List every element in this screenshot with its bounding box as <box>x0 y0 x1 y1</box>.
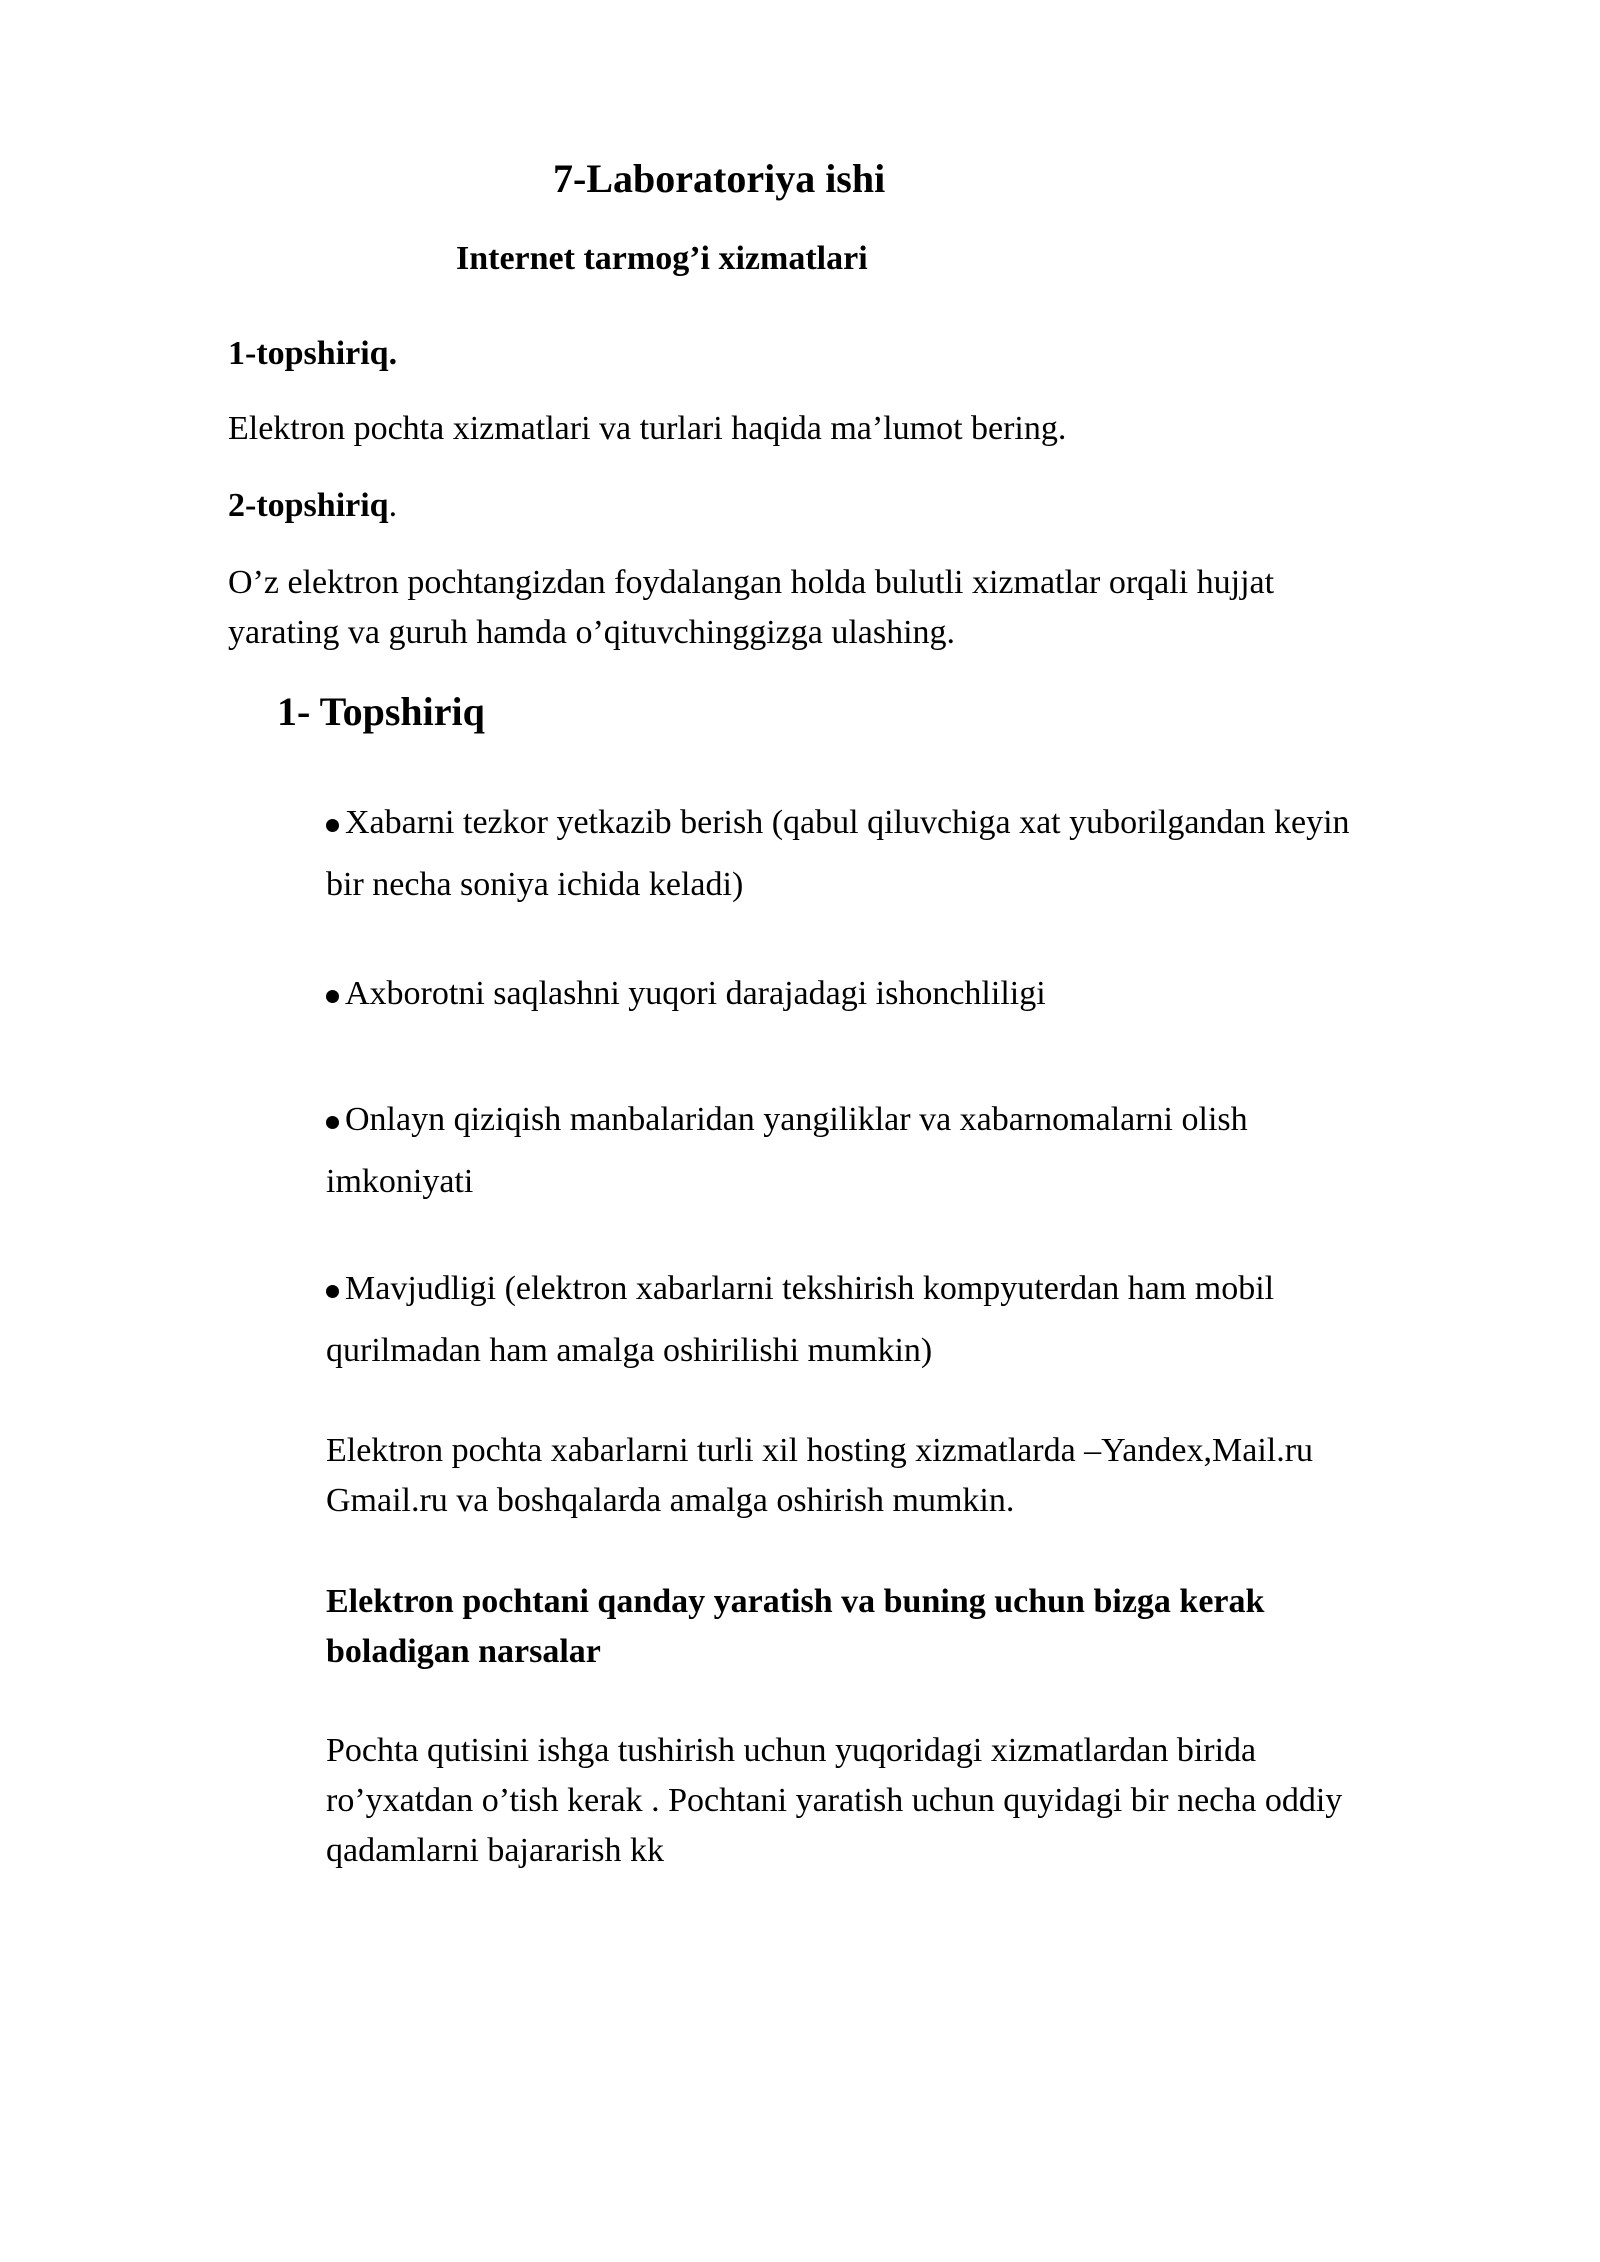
task2-text <box>228 558 1274 658</box>
task2-label-text: 2-topshiriq <box>228 487 389 524</box>
paragraph-line: Gmail.ru va boshqalarda amalga oshirish mumkin. <box>326 1482 1015 1519</box>
heading-line: Elektron pochtani qanday yaratish va buning uchun bizga kerak <box>326 1583 1265 1620</box>
document-title: 7-Laboratoriya ishi <box>553 156 886 201</box>
bold-heading <box>326 1577 1264 1677</box>
bullet-line <box>326 1258 1274 1320</box>
paragraph-line: Elektron pochta xabarlarni turli xil hosting xizmatlarda –Yandex,Mail.ru <box>326 1432 1314 1469</box>
bullet-dot-icon <box>326 819 339 832</box>
bullet-line: imkoniyati <box>326 1163 474 1200</box>
bullet-line <box>326 1089 1248 1151</box>
bullet-item <box>326 1258 1274 1382</box>
paragraph-line: qadamlarni bajararish kk <box>326 1832 664 1869</box>
section-heading: 1- Topshiriq <box>277 689 485 734</box>
final-paragraph <box>326 1726 1342 1876</box>
bullet-item <box>326 963 1046 1025</box>
bullet-dot-icon <box>326 1285 339 1298</box>
heading-line: boladigan narsalar <box>326 1633 601 1670</box>
bullet-text: Mavjudligi (elektron xabarlarni tekshirish kompyuterdan ham mobil <box>345 1270 1275 1307</box>
task1-label: 1-topshiriq. <box>228 335 398 372</box>
bullet-text: Onlayn qiziqish manbalaridan yangiliklar va xabarnomalarni olish <box>345 1101 1248 1138</box>
bullet-line <box>326 792 1350 854</box>
bullet-line: bir necha soniya ichida keladi) <box>326 866 744 903</box>
bullet-dot-icon <box>326 990 339 1003</box>
bullet-text: Xabarni tezkor yetkazib berish (qabul qiluvchiga xat yuborilgandan keyin <box>345 804 1350 841</box>
document-subtitle: Internet tarmog’i xizmatlari <box>456 240 868 277</box>
task2-label-suffix: . <box>388 487 398 524</box>
bullet-line <box>326 963 1046 1025</box>
bullet-text: Axborotni saqlashni yuqori darajadagi ishonchliligi <box>345 975 1046 1012</box>
task2-text-line: yarating va guruh hamda o’qituvchinggizga ulashing. <box>228 614 956 651</box>
bullet-dot-icon <box>326 1116 339 1129</box>
task1-text: Elektron pochta xizmatlari va turlari haqida ma’lumot bering. <box>228 410 1067 447</box>
paragraph-line: ro’yxatdan o’tish kerak . Pochtani yaratish uchun quyidagi bir necha oddiy <box>326 1782 1343 1819</box>
hosting-paragraph <box>326 1426 1313 1526</box>
task2-text-line: O’z elektron pochtangizdan foydalangan holda bulutli xizmatlar orqali hujjat <box>228 564 1275 601</box>
task2-label <box>228 482 397 530</box>
paragraph-line: Pochta qutisini ishga tushirish uchun yuqoridagi xizmatlardan birida <box>326 1732 1257 1769</box>
bullet-line: qurilmadan ham amalga oshirilishi mumkin) <box>326 1332 933 1369</box>
bullet-item <box>326 792 1350 916</box>
bullet-item <box>326 1089 1248 1213</box>
